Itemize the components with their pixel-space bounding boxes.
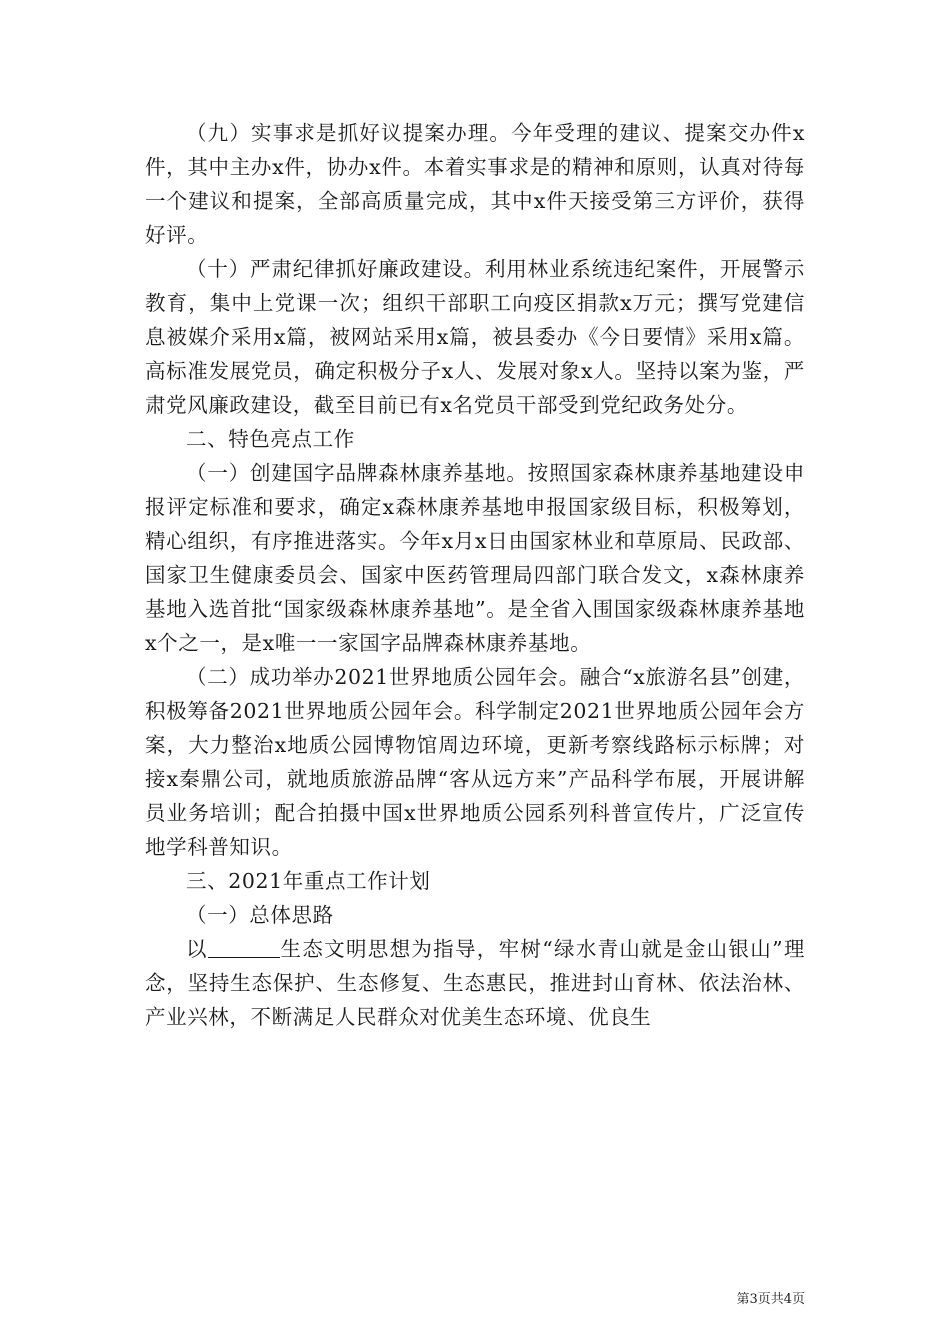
paragraph-item-10: （十）严肃纪律抓好廉政建设。利用林业系统违纪案件，开展警示教育，集中上党课一次；组织干部职工向疫区捐款x万元；撰写党建信息被媒介采用x篇，被网站采用x篇，被县委办《今日要情》采用x篇。高标准发展党员，确定积极分子x人、发展对象x人。坚持以案为鉴，严肃党风廉政建设，截至目前已有x名党员干部受到党纪政务处分。 [145, 257, 805, 417]
paragraph-item-9: （九）实事求是抓好议提案办理。今年受理的建议、提案交办件x件，其中主办x件，协办x件。本着实事求是的精神和原则，认真对待每一个建议和提案，全部高质量完成，其中x件天接受第三方评价，获得好评。 [145, 121, 805, 247]
paragraph-section2-item-1: （一）创建国字品牌森林康养基地。按照国家森林康养基地建设申报评定标准和要求，确定x森林康养基地申报国家级目标，积极筹划，精心组织，有序推进落实。今年x月x日由国家林业和草原局、民政部、国家卫生健康委员会、国家中医药管理局四部门联合发文，x森林康养基地入选首批“国家级森林康养基地”。是全省入围国家级森林康养基地x个之一，是x唯一一家国字品牌森林康养基地。 [145, 461, 805, 655]
section-heading-2: 二、特色亮点工作 [186, 427, 355, 451]
paragraph-overall-idea [145, 932, 805, 1034]
section-heading-3: 三、2021年重点工作计划 [186, 869, 431, 893]
paragraph-section2-item-2: （二）成功举办2021世界地质公园年会。融合“x旅游名县”创建，积极筹备2021世界地质公园年会。科学制定2021世界地质公园年会方案，大力整治x地质公园博物馆周边环境，更新考察线路标示标牌；对接x秦鼎公司，就地质旅游品牌“客从远方来”产品科学布展，开展讲解员业务培训；配合拍摄中国x世界地质公园系列科普宣传片，广泛宣传地学科普知识。 [145, 665, 805, 859]
page-number-footer: 第3页共4页 [736, 1292, 805, 1307]
subsection-heading-overall-idea: （一）总体思路 [186, 903, 334, 927]
paragraph-start-text: 以 [186, 937, 208, 961]
document-body [145, 116, 805, 1034]
paragraph-rest-text: 生态文明思想为指导，牢树“绿水青山就是金山银山”理念，坚持生态保护、生态修复、生态惠民，推进封山育林、依法治林、产业兴林，不断满足人民群众对优美生态环境、优良生 [145, 937, 805, 1029]
blank-underline [208, 935, 280, 958]
